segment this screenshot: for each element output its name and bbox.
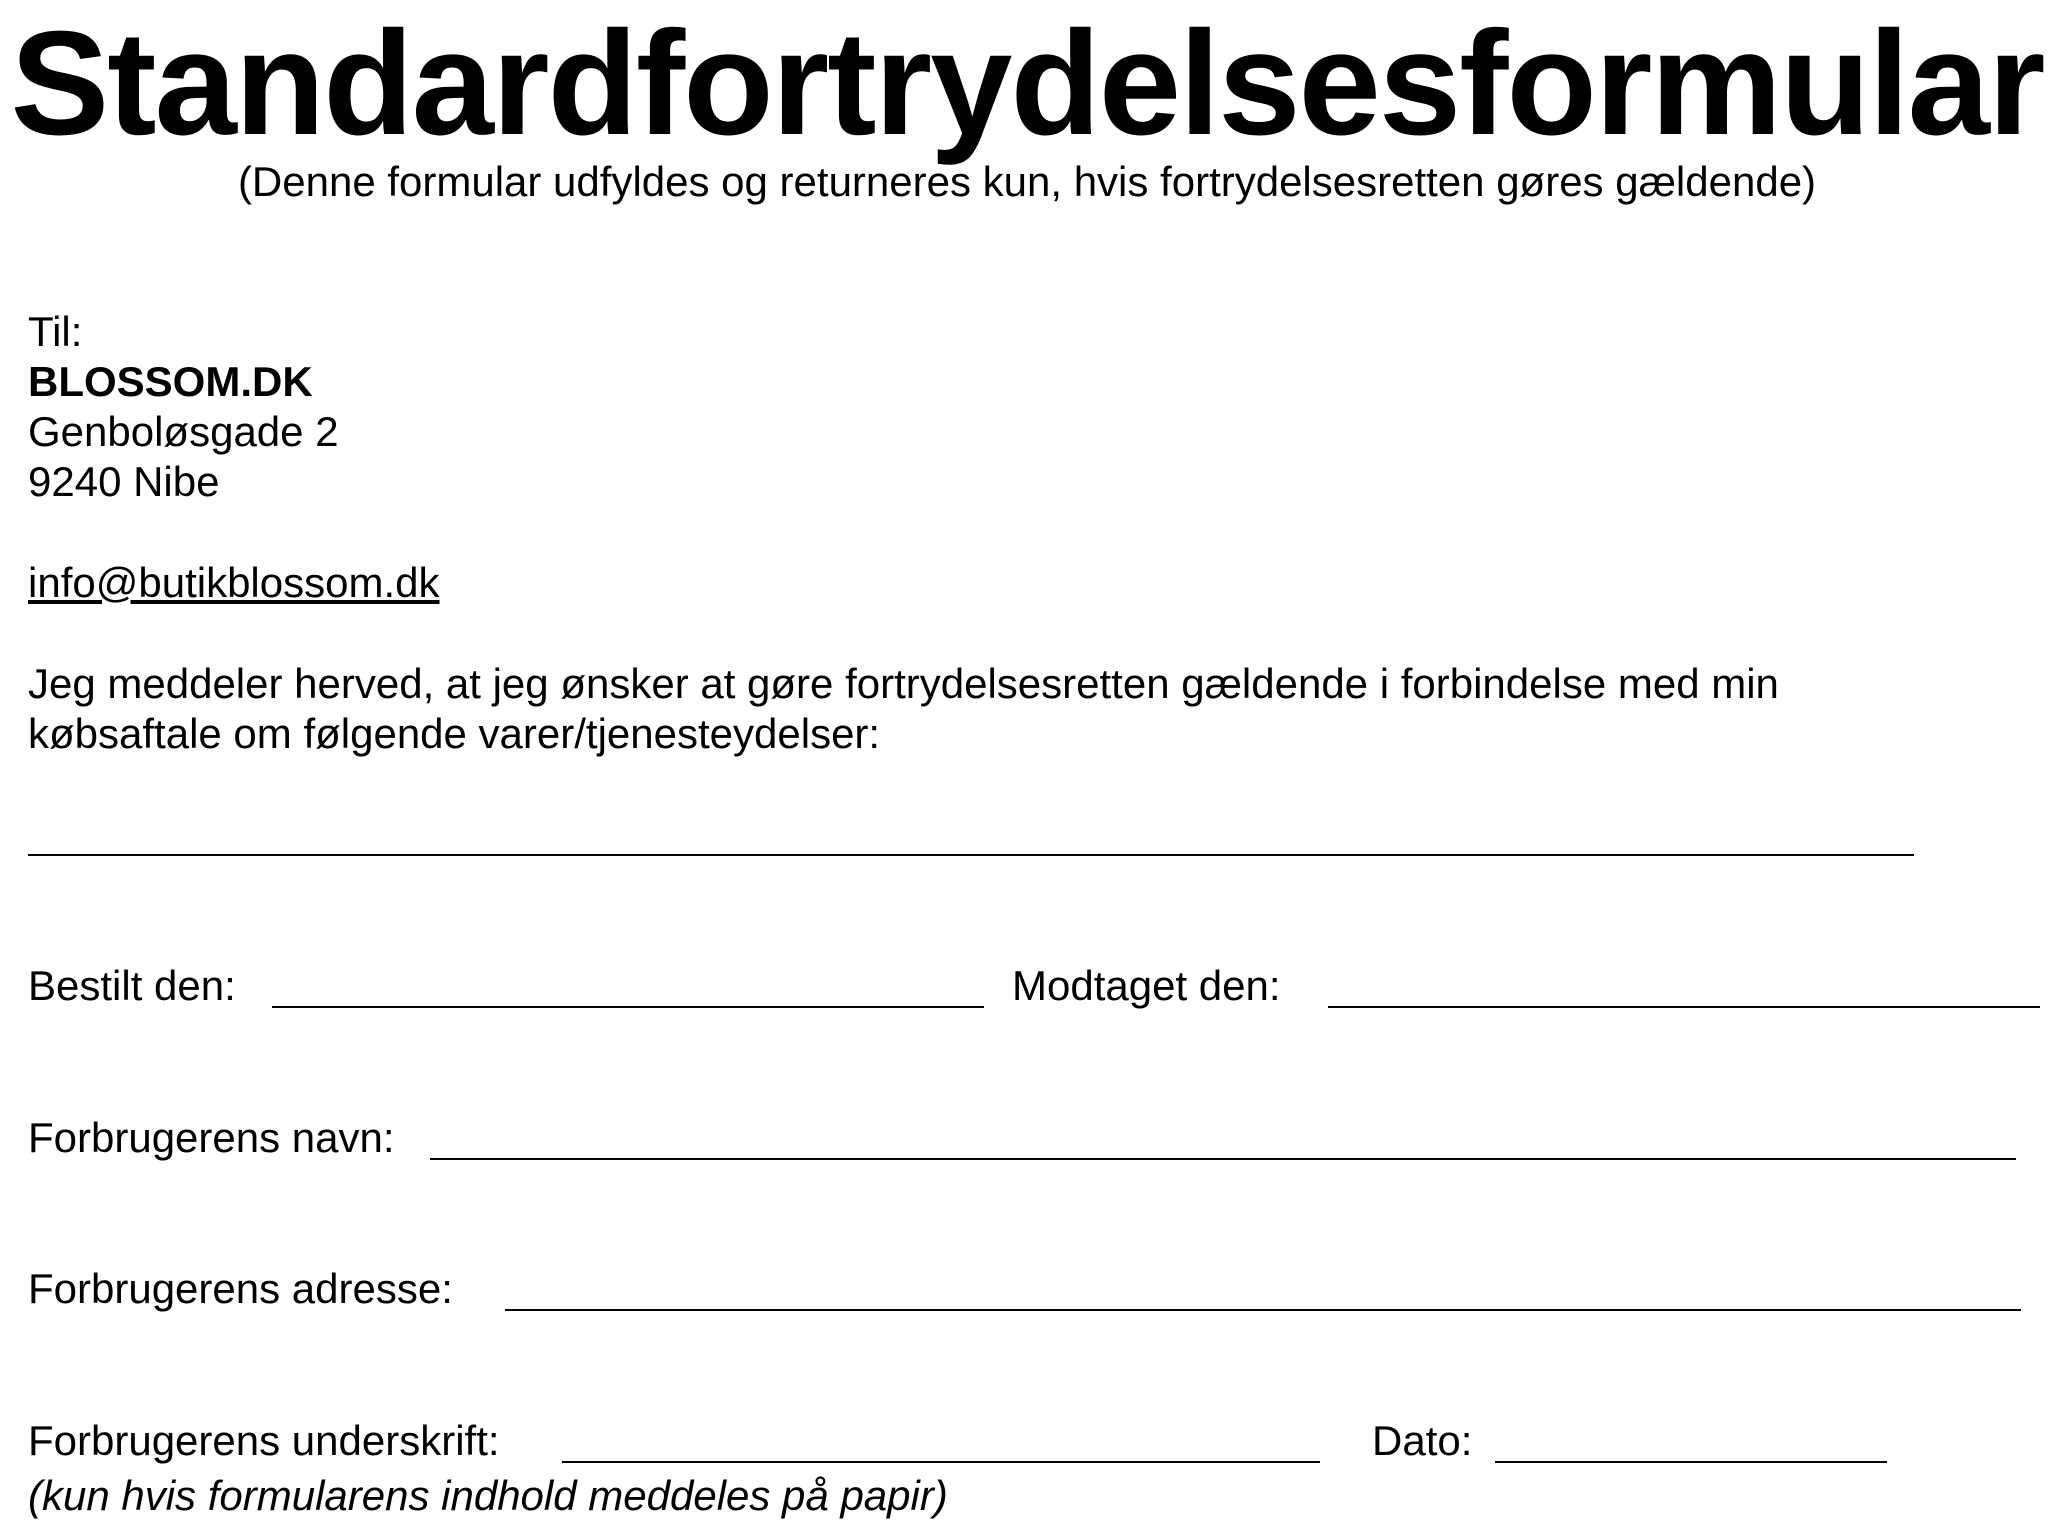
page-title: Standardfortrydelsesformular [10,1,2044,166]
date-label: Dato: [1372,1417,1473,1464]
company-city: 9240 Nibe [28,458,220,505]
goods-entry-line[interactable] [28,854,1914,856]
name-entry-line[interactable] [430,1158,2016,1160]
date-entry-line[interactable] [1495,1461,1887,1463]
address-entry-line[interactable] [505,1309,2021,1311]
received-date-line[interactable] [1328,1006,2040,1008]
address-label: Forbrugerens adresse: [28,1265,453,1312]
statement-line-1: Jeg meddeler herved, at jeg ønsker at gøre fortrydelsesretten gældende i forbindelse med min [28,660,1779,707]
ordered-date-line[interactable] [272,1006,984,1008]
statement-line-2: købsaftale om følgende varer/tjenesteydelser: [28,710,881,757]
company-street: Genboløsgade 2 [28,408,339,455]
signature-note: (kun hvis formularens indhold meddeles på papir) [28,1472,948,1519]
company-name: BLOSSOM.DK [28,358,313,405]
ordered-label: Bestilt den: [28,962,236,1009]
page-subtitle: (Denne formular udfyldes og returneres kun, hvis fortrydelsesretten gøres gældende) [237,158,1817,205]
signature-label: Forbrugerens underskrift: [28,1417,500,1464]
name-label: Forbrugerens navn: [28,1114,395,1161]
received-label: Modtaget den: [1012,962,1281,1009]
company-email-link[interactable]: info@butikblossom.dk [28,559,440,606]
to-label: Til: [28,308,83,355]
signature-entry-line[interactable] [562,1461,1320,1463]
